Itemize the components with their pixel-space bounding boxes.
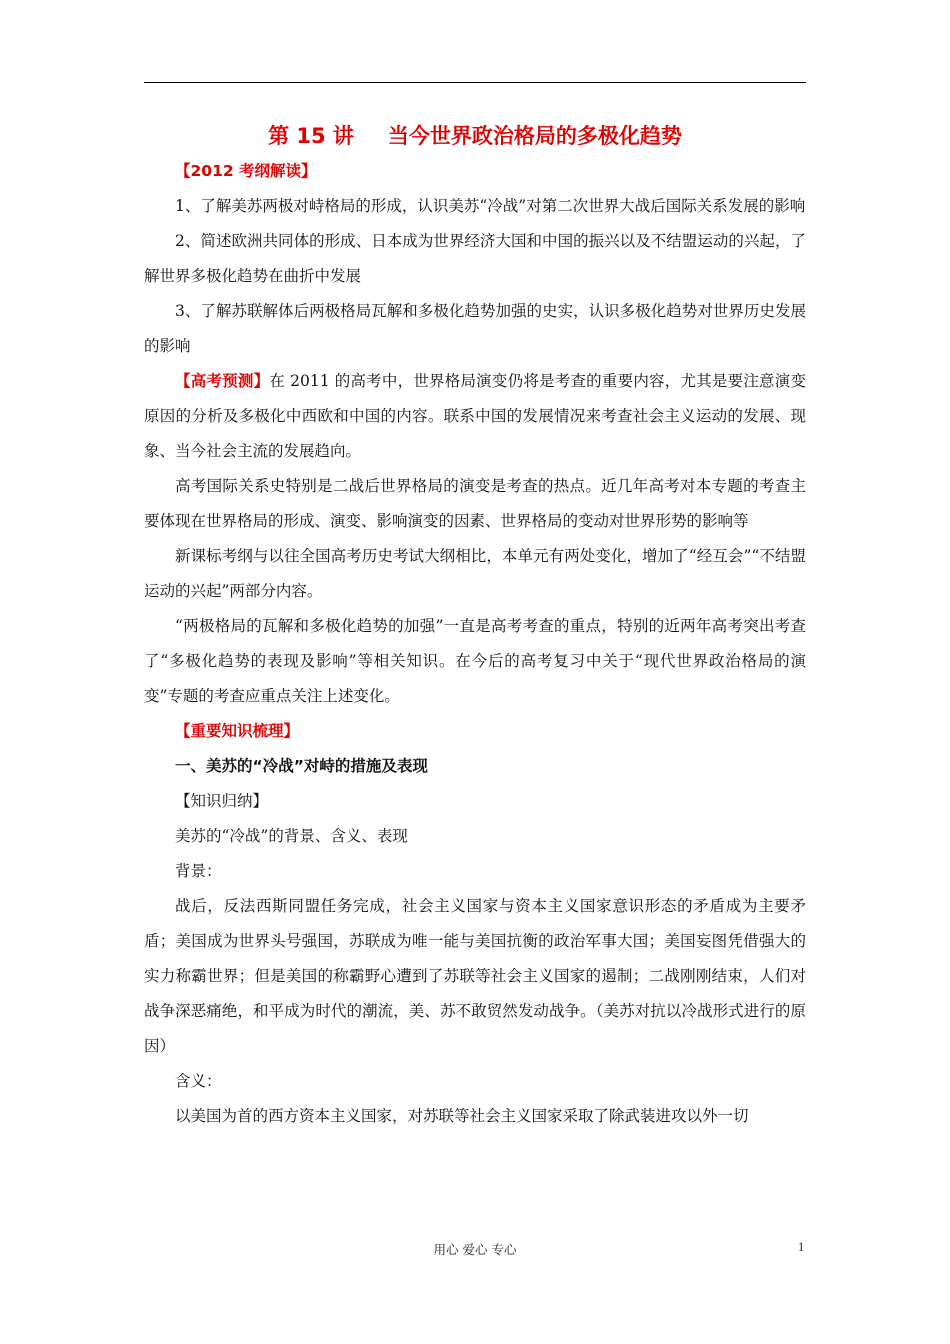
page-title <box>144 118 806 154</box>
focus-paragraph: “两极格局的瓦解和多极化趋势的加强”一直是高考考查的重点，特别的近两年高考突出考查了“多极化趋势的表现及影响”等相关知识。在今后的高考复习中关于“现代世界政治格局的演变”专题的考查应重点关注上述变化。 <box>144 617 806 705</box>
page-number: 1 <box>798 1240 805 1254</box>
summary-title: 美苏的“冷战”的背景、含义、表现 <box>175 827 408 845</box>
forecast-paragraph <box>144 364 806 469</box>
title-topic: 当今世界政治格局的多极化趋势 <box>387 124 682 148</box>
forecast-label: 【高考预测】 <box>175 372 270 390</box>
meaning-text: 以美国为首的西方资本主义国家，对苏联等社会主义国家采取了除武装进攻以外一切 <box>175 1107 749 1125</box>
title-lecture-number: 第 15 讲 <box>268 124 354 148</box>
new-curriculum-paragraph: 新课标考纲与以往全国高考历史考试大纲相比，本单元有两处变化，增加了“经互会”“不结盟运动的兴起”两部分内容。 <box>144 547 806 600</box>
background-text: 战后，反法西斯同盟任务完成，社会主义国家与资本主义国家意识形态的矛盾成为主要矛盾；美国成为世界头号强国，苏联成为唯一能与美国抗衡的政治军事大国；美国妄图凭借强大的实力称霸世界；但是美国的称霸野心遭到了苏联等社会主义国家的遏制；二战刚刚结束，人们对战争深恶痛绝，和平成为时代的潮流，美、苏不敢贸然发动战争。（美苏对抗以冷战形式进行的原因） <box>144 897 806 1055</box>
summary-label: 【知识归纳】 <box>175 792 269 810</box>
hotspot-paragraph: 高考国际关系史特别是二战后世界格局的演变是考查的热点。近几年高考对本专题的考查主要体现在世界格局的形成、演变、影响演变的因素、世界格局的变动对世界形势的影响等 <box>144 477 806 530</box>
document-body <box>144 118 806 1134</box>
section-2012-label: 【2012 考纲解读】 <box>175 162 317 180</box>
syllabus-item-1: 1、了解美苏两极对峙格局的形成，认识美苏“冷战”对第二次世界大战后国际关系发展的影响 <box>175 197 806 215</box>
meaning-label: 含义： <box>175 1072 222 1090</box>
section-knowledge-label: 【重要知识梳理】 <box>175 722 300 740</box>
header-rule <box>144 82 806 83</box>
syllabus-item-3: 3、了解苏联解体后两极格局瓦解和多极化趋势加强的史实，认识多极化趋势对世界历史发展的影响 <box>144 302 806 355</box>
background-label: 背景： <box>175 862 222 880</box>
heading-cold-war: 一、美苏的“冷战”对峙的措施及表现 <box>175 757 428 775</box>
syllabus-item-2: 2、简述欧洲共同体的形成、日本成为世界经济大国和中国的振兴以及不结盟运动的兴起，了解世界多极化趋势在曲折中发展 <box>144 232 806 285</box>
page-footer: 用心 爱心 专心 <box>433 1242 517 1257</box>
forecast-text: 在 2011 的高考中，世界格局演变仍将是考查的重要内容，尤其是要注意演变原因的分析及多极化中西欧和中国的内容。联系中国的发展情况来考查社会主义运动的发展、现象、当今社会主流的发展趋向。 <box>144 372 806 460</box>
